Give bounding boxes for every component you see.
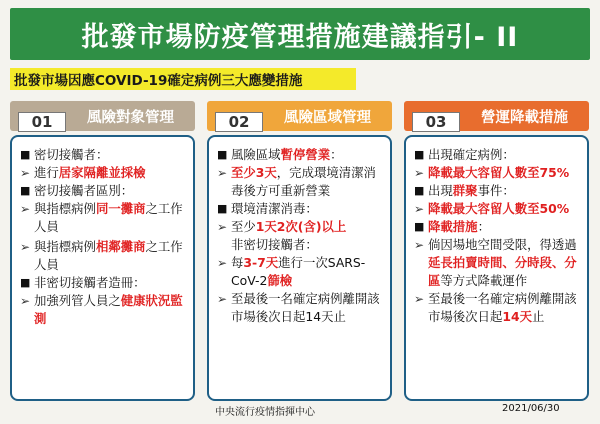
sub-item: ➢ 至少3天，完成環境清潔消毒後方可重新營業 <box>217 165 376 198</box>
column-risk-target-management <box>10 101 195 401</box>
arrow-bullet-icon: ➢ <box>414 238 425 252</box>
column-number: 03 <box>412 112 460 132</box>
sub-item-plain: 非密切接觸者： <box>231 237 318 252</box>
arrow-bullet-icon: ➢ <box>414 202 425 216</box>
sub-item: ➢ 倘因場地空間受限，得透過延長拍賣時間、分時段、分區等方式降載運作 <box>414 237 577 288</box>
column-number: 01 <box>18 112 66 132</box>
column-risk-area-management <box>207 101 392 401</box>
column-header-label: 風險對象管理 <box>87 109 174 126</box>
list-item: ■ 風險區域暫停營業： <box>217 147 343 162</box>
sub-item: ➢ 至最後一名確定病例離開該市場後次日起14天止 <box>414 291 577 324</box>
sub-item: ➢ 加強列管人員之健康狀況監測 <box>20 293 183 326</box>
list-item: ■ 出現群聚事件： <box>414 183 515 198</box>
list-item: ■ 環境清潔消毒： <box>217 201 318 216</box>
sub-item: ➢ 每3-7天進行一次SARS-CoV-2篩檢 <box>217 255 366 288</box>
square-bullet-icon: ■ <box>414 184 425 197</box>
square-bullet-icon: ■ <box>217 202 228 215</box>
square-bullet-icon: ■ <box>20 276 31 289</box>
arrow-bullet-icon: ➢ <box>217 220 228 234</box>
subtitle-banner <box>10 68 356 90</box>
column-operation-reduction <box>404 101 589 401</box>
footer-date: 2021/06/30 <box>502 403 560 414</box>
square-bullet-icon: ■ <box>217 148 228 161</box>
arrow-bullet-icon: ➢ <box>20 240 31 254</box>
list-item: ■ 非密切接觸者造冊： <box>20 275 146 290</box>
square-bullet-icon: ■ <box>20 184 31 197</box>
arrow-bullet-icon: ➢ <box>217 166 228 180</box>
column-body <box>207 135 392 401</box>
column-body <box>404 135 589 401</box>
page-subtitle: 批發市場因應COVID-19確定病例三大應變措施 <box>14 73 303 89</box>
list-item: ■ 出現確定病例： <box>414 147 515 162</box>
sub-item: ➢ 與指標病例同一攤商之工作人員 <box>20 201 183 234</box>
list-item: ■ 降載措施： <box>414 219 490 234</box>
sub-item: ➢ 降載最大容留人數至50% <box>414 201 570 216</box>
column-header-label: 風險區域管理 <box>284 109 371 126</box>
arrow-bullet-icon: ➢ <box>20 294 31 308</box>
arrow-bullet-icon: ➢ <box>20 202 31 216</box>
arrow-bullet-icon: ➢ <box>217 292 228 306</box>
sub-item: ➢ 進行居家隔離並採檢 <box>20 165 146 180</box>
sub-item: ➢ 與指標病例相鄰攤商之工作人員 <box>20 239 183 272</box>
list-item: ■ 密切接觸者區別： <box>20 183 134 198</box>
list-item: ■ 密切接觸者： <box>20 147 109 162</box>
square-bullet-icon: ■ <box>414 220 425 233</box>
square-bullet-icon: ■ <box>20 148 31 161</box>
column-header-label: 營運降載措施 <box>481 109 568 126</box>
sub-item: ➢ 至最後一名確定病例離開該市場後次日起14天止 <box>217 291 380 324</box>
arrow-bullet-icon: ➢ <box>217 256 228 270</box>
sub-item: ➢ 至少1天2次(含)以上 <box>217 219 347 234</box>
arrow-bullet-icon: ➢ <box>414 292 425 306</box>
footer-organization: 中央流行疫情指揮中心 <box>215 407 315 418</box>
arrow-bullet-icon: ➢ <box>20 166 31 180</box>
column-number: 02 <box>215 112 263 132</box>
column-body <box>10 135 195 401</box>
page-title: 批發市場防疫管理措施建議指引- II <box>81 21 519 53</box>
title-banner <box>10 8 590 60</box>
sub-item: ➢ 降載最大容留人數至75% <box>414 165 570 180</box>
arrow-bullet-icon: ➢ <box>414 166 425 180</box>
square-bullet-icon: ■ <box>414 148 425 161</box>
